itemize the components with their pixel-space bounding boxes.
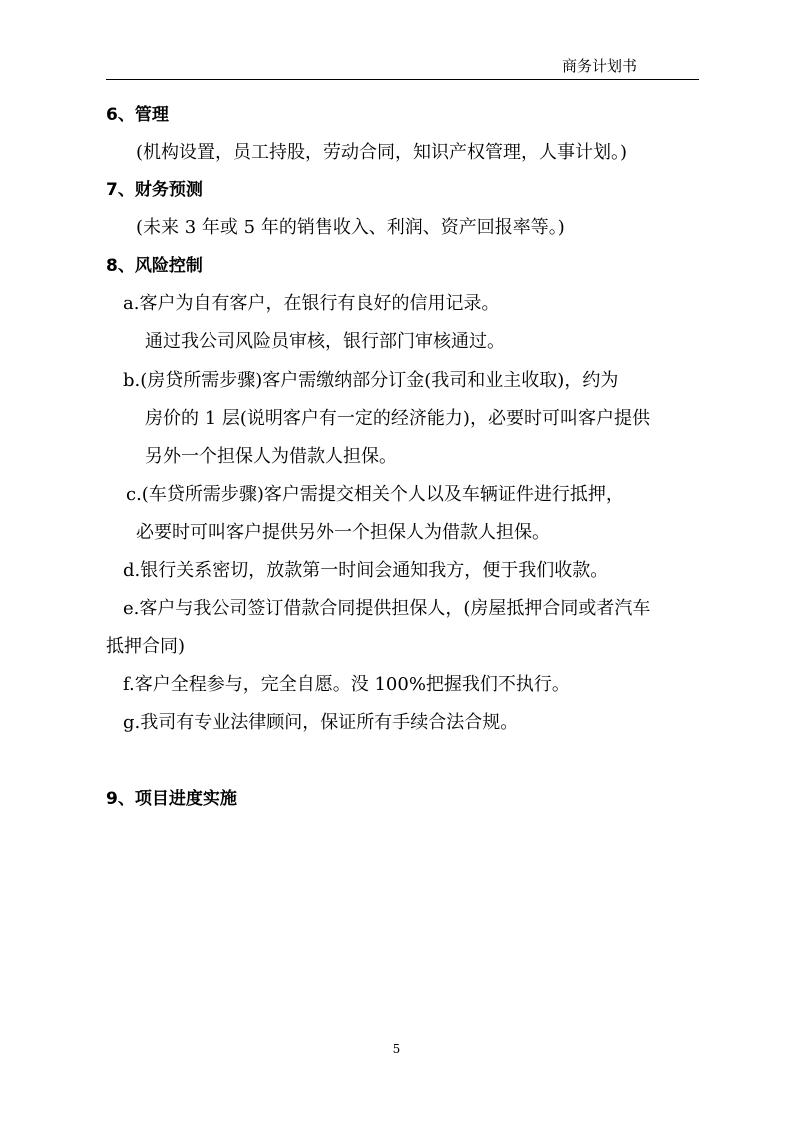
section-7-title: 7、财务预测 — [106, 180, 203, 200]
risk-item-d: d.银行关系密切，放款第一时间会通知我方，便于我们收款。 — [123, 560, 609, 581]
section-7-text: (未来 3 年或 5 年的销售收入、利润、资产回报率等。) — [136, 217, 565, 238]
risk-item-b-cont-1: 房价的 1 层(说明客户有一定的经济能力)，必要时可叫客户提供 — [145, 408, 650, 429]
risk-item-f: f.客户全程参与，完全自愿。没 100%把握我们不执行。 — [123, 674, 570, 695]
risk-item-a: a.客户为自有客户，在银行有良好的信用记录。 — [123, 293, 500, 314]
page-number: 5 — [392, 1042, 401, 1056]
risk-item-b: b.(房贷所需步骤)客户需缴纳部分订金(我司和业主收取)，约为 — [123, 370, 619, 391]
page-header — [106, 52, 699, 80]
section-6-text: (机构设置，员工持股，劳动合同，知识产权管理，人事计划。) — [136, 142, 628, 163]
risk-item-g: g.我司有专业法律顾问，保证所有手续合法合规。 — [123, 712, 519, 733]
risk-item-b-cont-2: 另外一个担保人为借款人担保。 — [145, 446, 397, 467]
risk-item-e-cont: 抵押合同) — [106, 636, 186, 657]
section-6-title: 6、管理 — [106, 105, 169, 125]
risk-item-a-cont: 通过我公司风险员审核，银行部门审核通过。 — [145, 331, 505, 352]
header-title: 商务计划书 — [561, 57, 637, 75]
section-8-title: 8、风险控制 — [106, 256, 203, 276]
risk-item-c-cont: 必要时可叫客户提供另外一个担保人为借款人担保。 — [136, 522, 550, 543]
section-9-title: 9、项目进度实施 — [106, 789, 237, 809]
risk-item-e: e.客户与我公司签订借款合同提供担保人，(房屋抵押合同或者汽车 — [123, 598, 651, 619]
risk-item-c: c.(车贷所需步骤)客户需提交相关个人以及车辆证件进行抵押， — [126, 484, 624, 505]
